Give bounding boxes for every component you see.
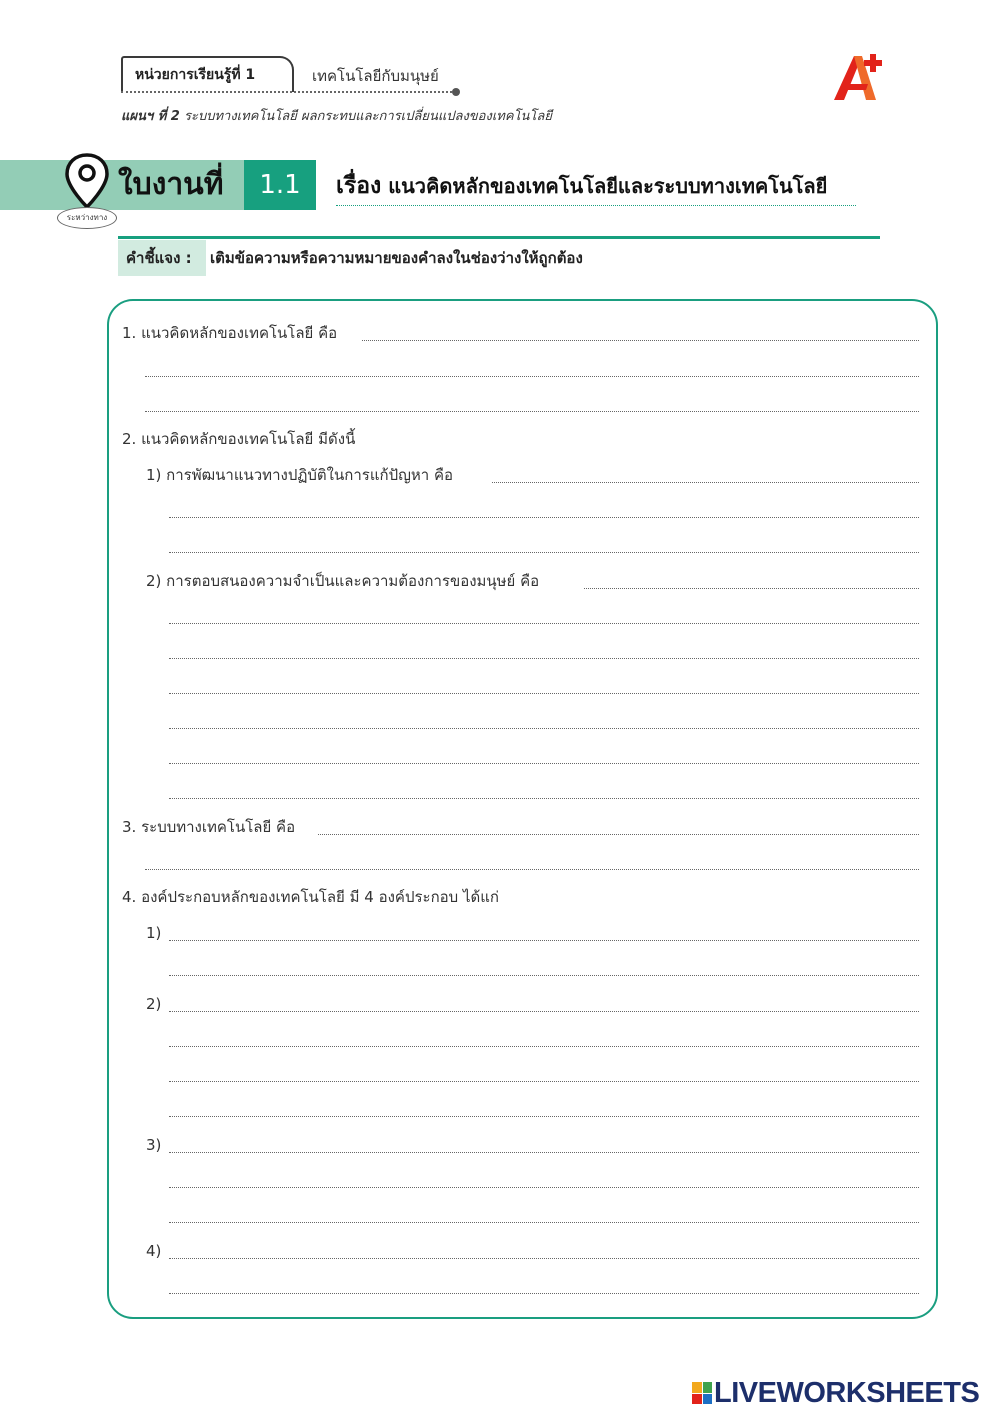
question-1: 1. แนวคิดหลักของเทคโนโลยี คือ xyxy=(122,324,338,342)
question-2-2: 2) การตอบสนองความจำเป็นและความต้องการของมนุษย์ คือ xyxy=(146,572,540,590)
topic-lead: เรื่อง xyxy=(336,173,382,199)
answer-line[interactable] xyxy=(169,552,919,553)
answer-line[interactable] xyxy=(169,798,919,799)
question-2: 2. แนวคิดหลักของเทคโนโลยี มีดังนี้ xyxy=(122,430,356,448)
instruction-label: คำชี้แจง : xyxy=(126,249,192,267)
worksheet-topic xyxy=(336,166,856,206)
answer-line[interactable] xyxy=(169,1293,919,1294)
answer-line[interactable] xyxy=(169,1222,919,1223)
answer-line[interactable] xyxy=(169,1152,919,1153)
section-rule xyxy=(118,236,880,239)
question-3: 3. ระบบทางเทคโนโลยี คือ xyxy=(122,818,296,836)
question-4-2: 2) xyxy=(146,995,162,1013)
answer-line[interactable] xyxy=(169,763,919,764)
answer-line[interactable] xyxy=(169,517,919,518)
worksheet-label: ใบงานที่ xyxy=(118,167,224,202)
topic-title: แนวคิดหลักของเทคโนโลยีและระบบทางเทคโนโลยี xyxy=(388,174,828,198)
instruction-text: เติมข้อความหรือความหมายของคำลงในช่องว่างให้ถูกต้อง xyxy=(210,249,583,267)
liveworksheets-wordmark: LIVEWORKSHEETS xyxy=(714,1376,980,1409)
liveworksheets-grid-icon xyxy=(692,1382,712,1404)
answer-line[interactable] xyxy=(169,1258,919,1259)
answer-line[interactable] xyxy=(492,482,919,483)
answer-line[interactable] xyxy=(145,869,919,870)
answer-line[interactable] xyxy=(145,376,919,377)
answer-line[interactable] xyxy=(362,340,919,341)
question-4-4: 4) xyxy=(146,1242,162,1260)
question-4-1: 1) xyxy=(146,924,162,942)
worksheet-number: 1.1 xyxy=(244,160,316,210)
answer-line[interactable] xyxy=(169,693,919,694)
question-2-1: 1) การพัฒนาแนวทางปฏิบัติในการแก้ปัญหา คือ xyxy=(146,466,453,484)
answer-line[interactable] xyxy=(169,1011,919,1012)
answer-line[interactable] xyxy=(169,623,919,624)
unit-name: เทคโนโลยีกับมนุษย์ xyxy=(312,67,439,85)
unit-label: หน่วยการเรียนรู้ที่ 1 xyxy=(121,56,294,92)
answer-line[interactable] xyxy=(169,1116,919,1117)
location-pin-icon xyxy=(62,152,112,210)
plan-title: ระบบทางเทคโนโลยี ผลกระทบและการเปลี่ยนแปลงของเทคโนโลยี xyxy=(184,109,552,124)
answer-line[interactable] xyxy=(584,588,919,589)
answer-line[interactable] xyxy=(169,728,919,729)
answer-line[interactable] xyxy=(145,411,919,412)
answer-line[interactable] xyxy=(169,1187,919,1188)
answer-line[interactable] xyxy=(169,940,919,941)
question-4: 4. องค์ประกอบหลักของเทคโนโลยี มี 4 องค์ประกอบ ได้แก่ xyxy=(122,888,499,906)
unit-underline xyxy=(121,91,456,93)
answer-frame xyxy=(107,299,938,1319)
question-4-3: 3) xyxy=(146,1136,162,1154)
answer-line[interactable] xyxy=(169,1046,919,1047)
publisher-logo-icon xyxy=(830,48,886,102)
plan-line xyxy=(121,105,552,126)
answer-line[interactable] xyxy=(169,975,919,976)
liveworksheets-logo[interactable] xyxy=(692,1378,979,1408)
answer-line[interactable] xyxy=(169,658,919,659)
answer-line[interactable] xyxy=(169,1081,919,1082)
plan-prefix: แผนฯ ที่ 2 xyxy=(121,109,180,124)
answer-line[interactable] xyxy=(318,834,919,835)
unit-dot xyxy=(452,88,460,96)
stage-badge: ระหว่างทาง xyxy=(57,207,117,229)
